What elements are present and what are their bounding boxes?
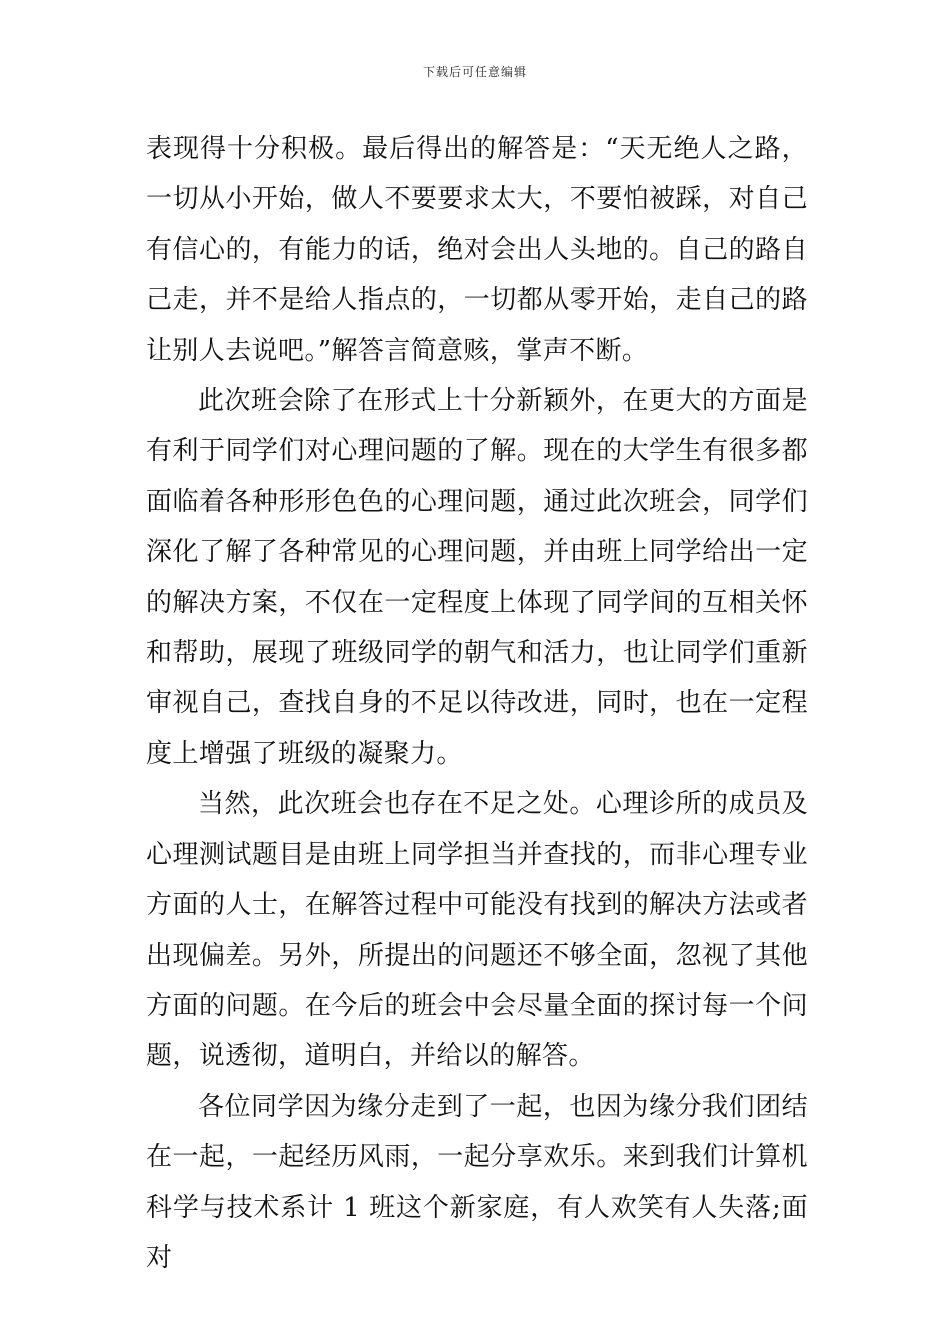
paragraph-2: 此次班会除了在形式上十分新颖外，在更大的方面是有利于同学们对心理问题的了解。现在的大学生有很多都面临着各种形形色色的心理问题，通过此次班会，同学们深化了解了各种常见的心理问题，并由班上同学给出一定的解决方案，不仅在一定程度上体现了同学间的互相关怀和帮助，展现了班级同学的朝气和活力，也让同学们重新审视自己，查找自身的不足以待改进，同时，也在一定程度上增强了班级的凝聚力。 <box>146 386 808 769</box>
paragraph-3: 当然，此次班会也存在不足之处。心理诊所的成员及心理测试题目是由班上同学担当并查找的，而非心理专业方面的人士，在解答过程中可能没有找到的解决方法或者出现偏差。另外，所提出的问题还不够全面，忽视了其他方面的问题。在今后的班会中会尽量全面的探讨每一个问题，说透彻，道明白，并给以的解答。 <box>146 789 808 1072</box>
page-header: 下载后可任意编辑 <box>422 65 527 79</box>
document-body <box>146 124 808 1283</box>
paragraph-4: 各位同学因为缘分走到了一起，也因为缘分我们团结在一起，一起经历风雨，一起分享欢乐。来到我们计算机科学与技术系计 1 班这个新家庭，有人欢笑有人失落;面对 <box>146 1091 808 1273</box>
paragraph-1: 表现得十分积极。最后得出的解答是：“天无绝人之路，一切从小开始，做人不要要求太大，不要怕被踩，对自己有信心的，有能力的话，绝对会出人头地的。自己的路自己走，并不是给人指点的，一切都从零开始，走自己的路让别人去说吧。”解答言简意赅，掌声不断。 <box>146 134 808 366</box>
